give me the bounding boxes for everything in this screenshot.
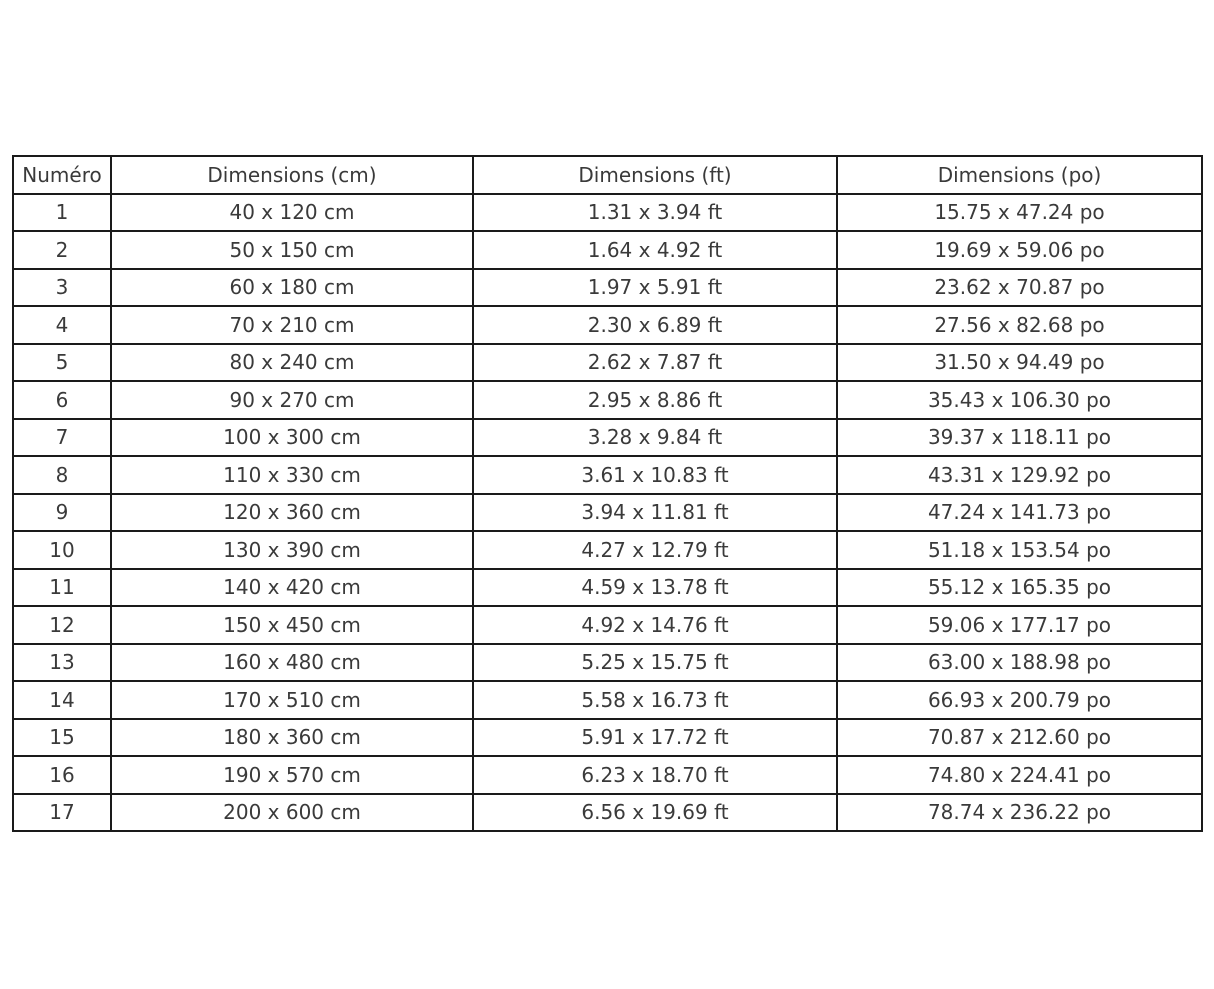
column-header-numero: Numéro bbox=[13, 156, 111, 194]
cell-dimensions-cm: 50 x 150 cm bbox=[111, 231, 473, 269]
cell-numero: 2 bbox=[13, 231, 111, 269]
cell-dimensions-cm: 110 x 330 cm bbox=[111, 456, 473, 494]
cell-dimensions-cm: 130 x 390 cm bbox=[111, 531, 473, 569]
cell-dimensions-cm: 140 x 420 cm bbox=[111, 569, 473, 607]
cell-dimensions-cm: 80 x 240 cm bbox=[111, 344, 473, 382]
table-row bbox=[13, 344, 1202, 382]
cell-numero: 12 bbox=[13, 606, 111, 644]
cell-dimensions-po: 15.75 x 47.24 po bbox=[837, 194, 1202, 232]
cell-dimensions-cm: 200 x 600 cm bbox=[111, 794, 473, 832]
cell-dimensions-ft: 5.25 x 15.75 ft bbox=[473, 644, 837, 682]
table-row bbox=[13, 606, 1202, 644]
cell-dimensions-ft: 4.27 x 12.79 ft bbox=[473, 531, 837, 569]
cell-dimensions-po: 31.50 x 94.49 po bbox=[837, 344, 1202, 382]
column-header-dimensions-ft: Dimensions (ft) bbox=[473, 156, 837, 194]
cell-dimensions-ft: 1.64 x 4.92 ft bbox=[473, 231, 837, 269]
cell-dimensions-ft: 6.56 x 19.69 ft bbox=[473, 794, 837, 832]
header-row bbox=[13, 156, 1202, 194]
cell-dimensions-cm: 60 x 180 cm bbox=[111, 269, 473, 307]
cell-dimensions-po: 19.69 x 59.06 po bbox=[837, 231, 1202, 269]
cell-dimensions-ft: 5.91 x 17.72 ft bbox=[473, 719, 837, 757]
column-header-dimensions-cm: Dimensions (cm) bbox=[111, 156, 473, 194]
table-row bbox=[13, 456, 1202, 494]
table-row bbox=[13, 681, 1202, 719]
cell-dimensions-cm: 100 x 300 cm bbox=[111, 419, 473, 457]
cell-dimensions-ft: 2.62 x 7.87 ft bbox=[473, 344, 837, 382]
cell-dimensions-ft: 5.58 x 16.73 ft bbox=[473, 681, 837, 719]
cell-dimensions-ft: 2.30 x 6.89 ft bbox=[473, 306, 837, 344]
cell-dimensions-ft: 4.59 x 13.78 ft bbox=[473, 569, 837, 607]
cell-numero: 16 bbox=[13, 756, 111, 794]
table-row bbox=[13, 306, 1202, 344]
cell-dimensions-cm: 150 x 450 cm bbox=[111, 606, 473, 644]
column-header-dimensions-po: Dimensions (po) bbox=[837, 156, 1202, 194]
cell-dimensions-po: 43.31 x 129.92 po bbox=[837, 456, 1202, 494]
cell-dimensions-po: 70.87 x 212.60 po bbox=[837, 719, 1202, 757]
cell-numero: 9 bbox=[13, 494, 111, 532]
cell-dimensions-po: 47.24 x 141.73 po bbox=[837, 494, 1202, 532]
table-row bbox=[13, 419, 1202, 457]
cell-numero: 14 bbox=[13, 681, 111, 719]
cell-dimensions-ft: 3.28 x 9.84 ft bbox=[473, 419, 837, 457]
cell-numero: 11 bbox=[13, 569, 111, 607]
cell-dimensions-cm: 70 x 210 cm bbox=[111, 306, 473, 344]
cell-dimensions-po: 23.62 x 70.87 po bbox=[837, 269, 1202, 307]
cell-numero: 13 bbox=[13, 644, 111, 682]
cell-numero: 4 bbox=[13, 306, 111, 344]
cell-dimensions-po: 59.06 x 177.17 po bbox=[837, 606, 1202, 644]
cell-numero: 8 bbox=[13, 456, 111, 494]
dimensions-table bbox=[12, 155, 1203, 832]
cell-dimensions-po: 55.12 x 165.35 po bbox=[837, 569, 1202, 607]
table-row bbox=[13, 231, 1202, 269]
table-row bbox=[13, 719, 1202, 757]
cell-dimensions-po: 51.18 x 153.54 po bbox=[837, 531, 1202, 569]
cell-dimensions-ft: 1.31 x 3.94 ft bbox=[473, 194, 837, 232]
cell-numero: 3 bbox=[13, 269, 111, 307]
cell-dimensions-po: 74.80 x 224.41 po bbox=[837, 756, 1202, 794]
table-row bbox=[13, 756, 1202, 794]
cell-dimensions-po: 27.56 x 82.68 po bbox=[837, 306, 1202, 344]
cell-numero: 6 bbox=[13, 381, 111, 419]
table-row bbox=[13, 194, 1202, 232]
cell-numero: 17 bbox=[13, 794, 111, 832]
cell-dimensions-cm: 40 x 120 cm bbox=[111, 194, 473, 232]
table-row bbox=[13, 794, 1202, 832]
cell-dimensions-ft: 3.61 x 10.83 ft bbox=[473, 456, 837, 494]
cell-dimensions-po: 39.37 x 118.11 po bbox=[837, 419, 1202, 457]
cell-dimensions-ft: 6.23 x 18.70 ft bbox=[473, 756, 837, 794]
cell-dimensions-ft: 1.97 x 5.91 ft bbox=[473, 269, 837, 307]
cell-dimensions-ft: 2.95 x 8.86 ft bbox=[473, 381, 837, 419]
cell-dimensions-cm: 170 x 510 cm bbox=[111, 681, 473, 719]
cell-dimensions-po: 78.74 x 236.22 po bbox=[837, 794, 1202, 832]
cell-dimensions-cm: 90 x 270 cm bbox=[111, 381, 473, 419]
cell-dimensions-po: 66.93 x 200.79 po bbox=[837, 681, 1202, 719]
cell-numero: 15 bbox=[13, 719, 111, 757]
cell-numero: 1 bbox=[13, 194, 111, 232]
cell-dimensions-cm: 120 x 360 cm bbox=[111, 494, 473, 532]
table-row bbox=[13, 644, 1202, 682]
cell-dimensions-po: 63.00 x 188.98 po bbox=[837, 644, 1202, 682]
cell-dimensions-ft: 3.94 x 11.81 ft bbox=[473, 494, 837, 532]
table-body bbox=[13, 194, 1202, 832]
table-row bbox=[13, 569, 1202, 607]
table-row bbox=[13, 494, 1202, 532]
cell-dimensions-cm: 160 x 480 cm bbox=[111, 644, 473, 682]
cell-dimensions-po: 35.43 x 106.30 po bbox=[837, 381, 1202, 419]
cell-numero: 5 bbox=[13, 344, 111, 382]
cell-dimensions-ft: 4.92 x 14.76 ft bbox=[473, 606, 837, 644]
table-row bbox=[13, 269, 1202, 307]
table-row bbox=[13, 531, 1202, 569]
cell-numero: 10 bbox=[13, 531, 111, 569]
table-row bbox=[13, 381, 1202, 419]
cell-dimensions-cm: 180 x 360 cm bbox=[111, 719, 473, 757]
cell-numero: 7 bbox=[13, 419, 111, 457]
cell-dimensions-cm: 190 x 570 cm bbox=[111, 756, 473, 794]
